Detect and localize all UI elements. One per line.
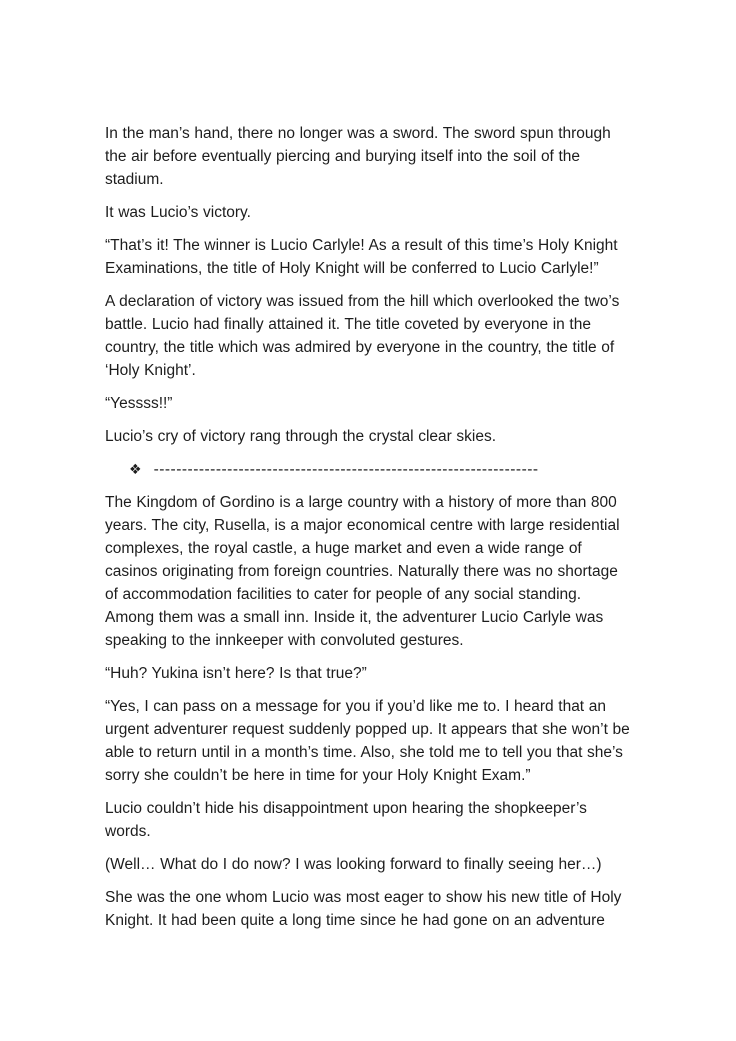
diamond-bullet-icon: ❖ bbox=[129, 461, 142, 477]
paragraph: (Well… What do I do now? I was looking forward to finally seeing her…) bbox=[105, 856, 602, 873]
paragraph: A declaration of victory was issued from the hill which overlooked the two’s battle. Lucio had finally attained it. The title coveted by everyone in the country, the title which was admired by everyone in the country, the title of ‘Holy Knight’. bbox=[105, 293, 620, 379]
scene-separator bbox=[105, 458, 632, 481]
paragraph: The Kingdom of Gordino is a large country with a history of more than 800 years. The city, Rusella, is a major economical centre with large residential complexes, the royal castle, a huge market and even a wide range of casinos originating from foreign countries. Naturally there was no shortage of accommodation facilities to cater for people of any social standing. Among them was a small inn. Inside it, the adventurer Lucio Carlyle was speaking to the innkeeper with convoluted gestures. bbox=[105, 494, 620, 649]
paragraph: “Huh? Yukina isn’t here? Is that true?” bbox=[105, 665, 367, 682]
paragraph: In the man’s hand, there no longer was a sword. The sword spun through the air before eventually piercing and burying itself into the soil of the stadium. bbox=[105, 125, 611, 188]
paragraph: She was the one whom Lucio was most eager to show his new title of Holy Knight. It had been quite a long time since he had gone on an adventure bbox=[105, 889, 622, 929]
paragraph: Lucio couldn’t hide his disappointment upon hearing the shopkeeper’s words. bbox=[105, 800, 587, 840]
paragraph: It was Lucio’s victory. bbox=[105, 204, 251, 221]
paragraph: “Yes, I can pass on a message for you if you’d like me to. I heard that an urgent adventurer request suddenly popped up. It appears that she won’t be able to return until in a month’s time. Also, she told me to tell you that she’s sorry she couldn’t be here in time for your Holy Knight Exam.” bbox=[105, 698, 630, 784]
paragraph: Lucio’s cry of victory rang through the crystal clear skies. bbox=[105, 428, 497, 445]
paragraph: “That’s it! The winner is Lucio Carlyle! As a result of this time’s Holy Knight Examinations, the title of Holy Knight will be conferred to Lucio Carlyle!” bbox=[105, 237, 618, 277]
paragraph: “Yessss!!” bbox=[105, 395, 173, 412]
separator-dashes: -------------------------------------------------------------------- bbox=[153, 461, 539, 478]
